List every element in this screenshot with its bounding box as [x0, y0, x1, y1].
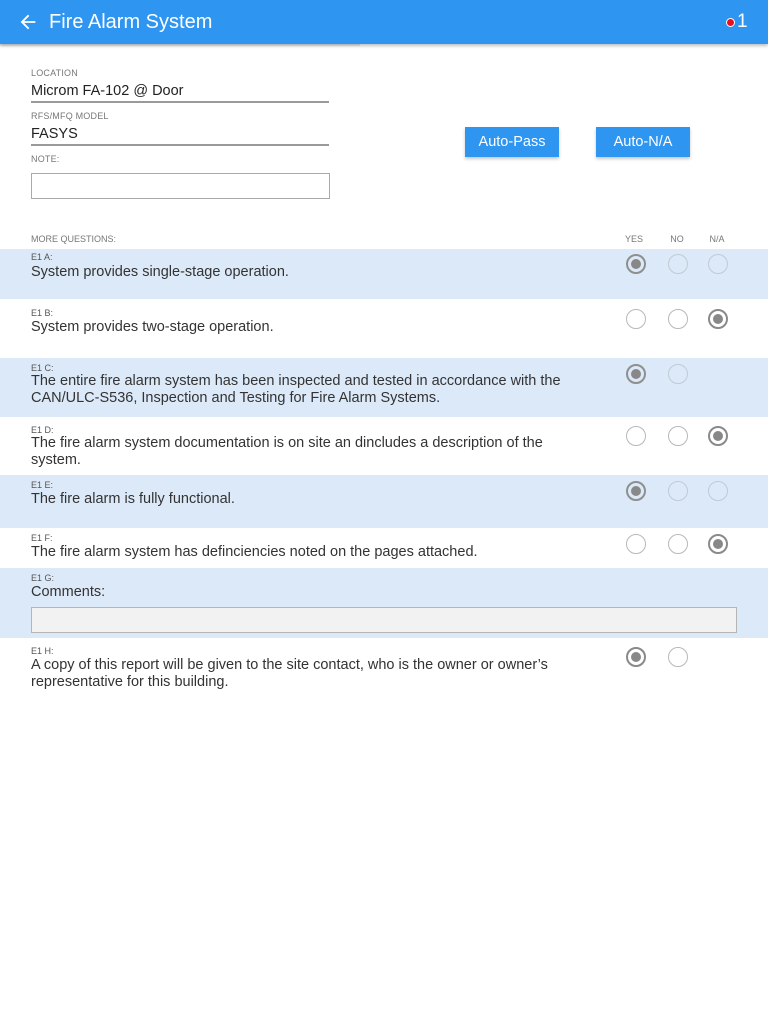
- radio-yes[interactable]: [626, 426, 646, 446]
- model-field[interactable]: FASYS: [31, 126, 78, 142]
- question-row-e1a: [0, 249, 768, 299]
- question-text: A copy of this report will be given to the site contact, who is the owner or owner’s representative for this building.: [31, 657, 548, 690]
- question-row-e1f: [0, 528, 768, 568]
- radio-na[interactable]: [708, 534, 728, 554]
- location-label: LOCATION: [31, 68, 78, 78]
- na-column-header: N/A: [709, 234, 725, 244]
- radio-na[interactable]: [708, 481, 728, 501]
- location-field[interactable]: Microm FA-102 @ Door: [31, 83, 184, 99]
- location-underline: [31, 101, 329, 103]
- question-code: E1 G:: [31, 573, 55, 583]
- radio-yes[interactable]: [626, 481, 646, 501]
- radio-no[interactable]: [668, 534, 688, 554]
- app-bar: [0, 0, 768, 44]
- note-input[interactable]: [31, 173, 330, 199]
- more-questions-label: MORE QUESTIONS:: [31, 234, 117, 244]
- radio-na[interactable]: [708, 426, 728, 446]
- note-label: NOTE:: [31, 154, 60, 164]
- question-code: E1 B:: [31, 308, 54, 318]
- no-column-header: NO: [670, 234, 684, 244]
- radio-yes[interactable]: [626, 309, 646, 329]
- question-row-e1e: [0, 475, 768, 528]
- question-row-e1h: [0, 638, 768, 698]
- question-text: The fire alarm system documentation is on site an dincludes a description of the system.: [31, 435, 543, 468]
- notification-dot-icon: [726, 18, 735, 27]
- comments-input[interactable]: [31, 607, 737, 633]
- question-text: The fire alarm system has definciencies noted on the pages attached.: [31, 544, 478, 560]
- question-text: System provides single-stage operation.: [31, 264, 289, 280]
- question-text: System provides two-stage operation.: [31, 319, 274, 335]
- question-text: The fire alarm is fully functional.: [31, 491, 235, 507]
- radio-no[interactable]: [668, 426, 688, 446]
- radio-yes[interactable]: [626, 364, 646, 384]
- question-row-e1d: [0, 417, 768, 475]
- question-row-e1b: [0, 299, 768, 358]
- notification-count[interactable]: 1: [737, 11, 748, 32]
- page-title: Fire Alarm System: [49, 11, 213, 33]
- question-code: E1 F:: [31, 533, 53, 543]
- radio-yes[interactable]: [626, 647, 646, 667]
- radio-no[interactable]: [668, 364, 688, 384]
- model-label: RFS/MFQ MODEL: [31, 111, 109, 121]
- radio-no[interactable]: [668, 254, 688, 274]
- auto-na-button[interactable]: Auto-N/A: [596, 127, 690, 157]
- question-row-e1g: [0, 568, 768, 638]
- question-text: The entire fire alarm system has been inspected and tested in accordance with the CAN/ULC-S536, Inspection and Testing for Fire Alarm Systems.: [31, 373, 561, 406]
- question-row-e1c: [0, 358, 768, 417]
- radio-no[interactable]: [668, 647, 688, 667]
- radio-na[interactable]: [708, 254, 728, 274]
- question-code: E1 A:: [31, 252, 53, 262]
- radio-no[interactable]: [668, 309, 688, 329]
- model-underline: [31, 144, 329, 146]
- yes-column-header: YES: [624, 234, 643, 244]
- header-shadow: [0, 44, 360, 47]
- radio-yes[interactable]: [626, 254, 646, 274]
- auto-pass-button[interactable]: Auto-Pass: [465, 127, 559, 157]
- radio-na[interactable]: [708, 309, 728, 329]
- question-code: E1 H:: [31, 646, 54, 656]
- radio-no[interactable]: [668, 481, 688, 501]
- radio-yes[interactable]: [626, 534, 646, 554]
- question-code: E1 E:: [31, 480, 54, 490]
- question-code: E1 C:: [31, 363, 54, 373]
- question-code: E1 D:: [31, 425, 54, 435]
- arrow-left-icon[interactable]: [17, 11, 39, 33]
- comments-label: Comments:: [31, 584, 106, 600]
